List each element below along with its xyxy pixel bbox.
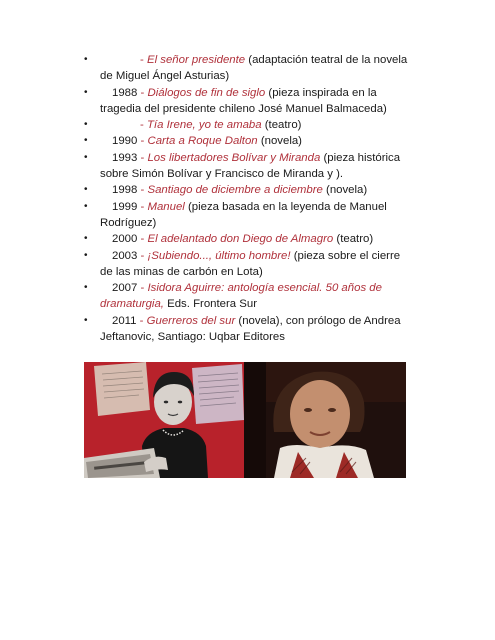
works-list xyxy=(84,52,414,345)
item-year: 1993 xyxy=(112,151,138,164)
item-sep: - xyxy=(136,314,147,327)
item-sep: - xyxy=(137,233,148,246)
item-title: Manuel xyxy=(147,200,185,213)
bullet: • xyxy=(84,119,88,131)
item-year: 2003 xyxy=(112,249,138,262)
bullet: • xyxy=(84,135,88,147)
item-note: (teatro) xyxy=(261,119,302,132)
photo-writer-typing xyxy=(84,362,244,478)
item-title: El adelantado don Diego de Almagro xyxy=(147,233,334,246)
item-title: Los libertadores Bolívar y Miranda xyxy=(147,151,321,164)
item-note: (adaptación teatral de la novela de Miguel Ángel Asturias) xyxy=(100,54,408,83)
item-note: (pieza inspirada en la tragedia del presidente chileno José Manuel Balmaceda) xyxy=(100,86,387,115)
bullet: • xyxy=(84,233,88,245)
item-title: Carta a Roque Dalton xyxy=(147,135,258,148)
item-note: (pieza sobre el cierre de las minas de carbón en Lota) xyxy=(100,249,401,278)
item-sep: - xyxy=(137,200,148,213)
bullet: • xyxy=(84,151,88,163)
item-sep: - xyxy=(137,282,148,295)
list-item xyxy=(84,280,414,313)
item-sep: - xyxy=(137,184,148,197)
list-item xyxy=(84,52,414,85)
item-year: 2000 xyxy=(112,233,138,246)
bullet: • xyxy=(84,184,88,196)
item-sep: - xyxy=(137,151,148,164)
bullet: • xyxy=(84,249,88,261)
item-year xyxy=(100,119,140,131)
item-sep: - xyxy=(137,86,148,99)
item-title: Tía Irene, yo te amaba xyxy=(146,119,262,132)
list-item xyxy=(84,85,414,118)
item-title: Isidora Aguirre: antología esencial. 50 años de dramaturgia, xyxy=(100,282,382,311)
photo-writer-portrait-image xyxy=(244,362,406,478)
list-item xyxy=(84,150,414,183)
item-sep: - xyxy=(140,119,147,132)
item-title: Diálogos de fin de siglo xyxy=(147,86,266,99)
photo-writer-typing-image xyxy=(84,362,244,478)
item-note: (novela) xyxy=(257,135,302,148)
photo-strip xyxy=(84,362,406,478)
item-title: ¡Subiendo..., último hombre! xyxy=(147,249,291,262)
bullet: • xyxy=(84,54,88,65)
item-note: (pieza histórica sobre Simón Bolívar y Francisco de Miranda y ). xyxy=(100,151,401,181)
list-item xyxy=(84,231,414,247)
item-note: (teatro) xyxy=(333,233,374,246)
item-title: Santiago de diciembre a diciembre xyxy=(147,184,323,197)
bullet: • xyxy=(84,86,88,98)
item-year: 2011 xyxy=(112,314,137,327)
item-note: Eds. Frontera Sur xyxy=(163,298,258,311)
item-note: (novela), con prólogo de Andrea Jeftanovic, Santiago: Uqbar Editores xyxy=(100,314,401,344)
item-year xyxy=(100,54,140,66)
list-item xyxy=(84,182,414,198)
item-year: 1988 xyxy=(112,86,138,99)
item-note: (novela) xyxy=(322,184,368,197)
photo-writer-portrait xyxy=(244,362,406,478)
list-item xyxy=(84,248,414,281)
item-year: 1990 xyxy=(112,135,138,148)
item-title: Guerreros del sur xyxy=(146,314,236,327)
item-title: El señor presidente xyxy=(146,54,246,66)
bullet: • xyxy=(84,314,88,326)
item-year: 1999 xyxy=(112,200,138,213)
item-sep: - xyxy=(137,135,148,148)
item-year: 2007 xyxy=(112,282,138,295)
list-item xyxy=(84,117,414,133)
item-sep: - xyxy=(137,249,148,262)
item-year: 1998 xyxy=(112,184,138,197)
item-note: (pieza basada en la leyenda de Manuel Rodríguez) xyxy=(100,200,387,229)
bullet: • xyxy=(84,282,88,294)
list-item xyxy=(84,199,414,232)
list-item xyxy=(84,313,414,346)
item-sep: - xyxy=(140,54,147,66)
bullet: • xyxy=(84,200,88,212)
list-item xyxy=(84,133,414,149)
